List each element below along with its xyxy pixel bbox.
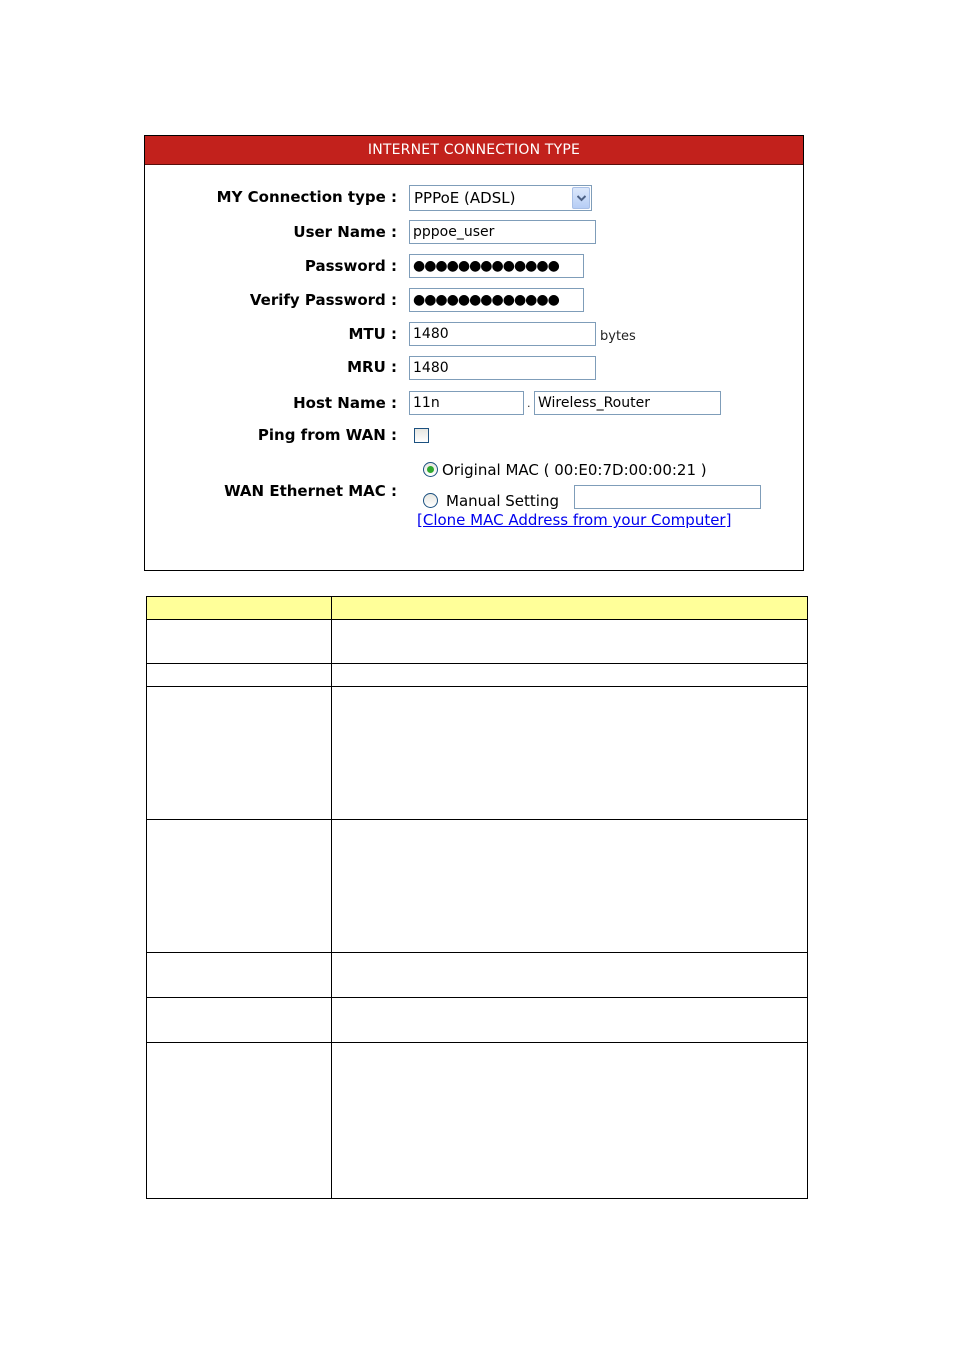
table-cell [147, 998, 332, 1043]
table-row [147, 1043, 808, 1199]
host-name-input[interactable]: 11n [409, 391, 524, 415]
table-cell [147, 664, 332, 687]
table-header-cell-item [147, 597, 332, 620]
panel-title: INTERNET CONNECTION TYPE [145, 136, 803, 165]
table-row [147, 820, 808, 953]
verify-password-input[interactable]: ●●●●●●●●●●●●● [409, 288, 584, 312]
clone-mac-link[interactable]: [Clone MAC Address from your Computer] [417, 511, 732, 529]
table-row [147, 953, 808, 998]
user-name-input[interactable]: pppoe_user [409, 220, 596, 244]
internet-connection-panel [144, 135, 804, 571]
verify-password-label: Verify Password : [249, 291, 397, 309]
domain-name-input[interactable]: Wireless_Router [534, 391, 721, 415]
table-cell [332, 1043, 808, 1199]
connection-type-label: MY Connection type : [216, 188, 397, 206]
table-cell [147, 953, 332, 998]
table-cell [332, 998, 808, 1043]
manual-mac-radio[interactable] [423, 493, 438, 508]
table-cell [147, 620, 332, 664]
table-header-row [147, 597, 808, 620]
table-row [147, 664, 808, 687]
connection-type-select[interactable] [409, 185, 592, 211]
user-name-label: User Name : [293, 223, 397, 241]
password-label: Password : [304, 257, 397, 275]
table-cell [332, 953, 808, 998]
table-cell [332, 620, 808, 664]
mru-label: MRU : [347, 358, 397, 376]
table-cell [332, 664, 808, 687]
table-row [147, 620, 808, 664]
table-row [147, 687, 808, 820]
manual-mac-input[interactable] [574, 485, 761, 509]
host-name-label: Host Name : [293, 394, 397, 412]
table-cell [147, 820, 332, 953]
manual-mac-label: Manual Setting [446, 492, 559, 510]
chevron-down-icon[interactable] [572, 187, 590, 209]
mtu-input[interactable]: 1480 [409, 322, 596, 346]
mtu-unit: bytes [600, 329, 636, 344]
table-cell [332, 820, 808, 953]
mtu-label: MTU : [348, 325, 397, 343]
description-table [146, 596, 808, 1199]
original-mac-radio[interactable] [423, 462, 438, 477]
ping-from-wan-label: Ping from WAN : [257, 426, 397, 444]
table-cell [147, 1043, 332, 1199]
ping-from-wan-checkbox[interactable] [414, 428, 429, 443]
mru-input[interactable]: 1480 [409, 356, 596, 380]
table-cell [147, 687, 332, 820]
host-name-separator: . [527, 397, 531, 410]
table-header-cell-description [332, 597, 808, 620]
wan-mac-label: WAN Ethernet MAC : [224, 482, 397, 500]
password-input[interactable]: ●●●●●●●●●●●●● [409, 254, 584, 278]
connection-type-value: PPPoE (ADSL) [414, 189, 516, 207]
original-mac-label: Original MAC ( 00:E0:7D:00:00:21 ) [442, 461, 707, 479]
table-row [147, 998, 808, 1043]
table-cell [332, 687, 808, 820]
